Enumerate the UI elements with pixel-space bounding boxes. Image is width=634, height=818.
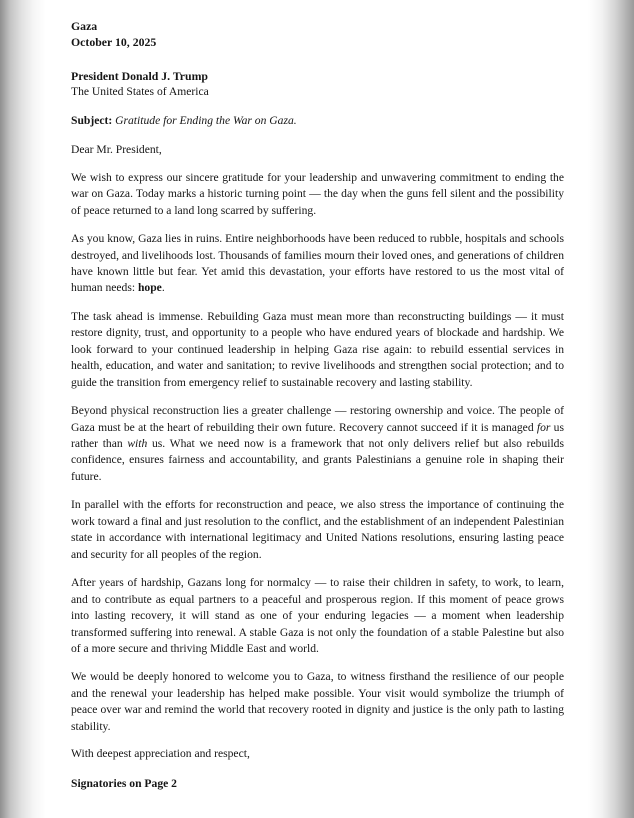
spacer [71,735,564,746]
paragraph-text: We wish to express our sincere gratitude for your leadership and unwavering commitment to ending the war on Gaza. Today marks a historic turning point — the day when the guns fell silent and the possibility of peace returned to a land long scarred by suffering. [71,170,564,217]
letter-paragraph [71,403,564,485]
letter-page [46,0,588,818]
spacer [71,51,564,68]
spacer [71,129,564,142]
spacer [71,100,564,113]
letter-paragraph [71,669,564,735]
paragraph-text: The task ahead is immense. Rebuilding Gaza must mean more than reconstructing buildings — it must restore dignity, trust, and opportunity to a people who have endured years of blockade and hardship. We look forward to your continued leadership in helping Gaza rise again: to rebuild essential services in health, education, and water and sanitation; to revive livelihoods and strengthen social protection; and to guide the transition from emergency relief to sustainable recovery and lasting stability. [71,309,564,389]
paragraph-text: As you know, Gaza lies in ruins. Entire neighborhoods have been reduced to rubble, hospitals and schools destroyed, and livelihoods lost. Thousands of families mourn their loved ones, and generations of children have known little but fear. Yet amid this devastation, your efforts have restored to us the most vital of human needs: [71,232,564,295]
letter-paragraph [71,170,564,219]
spacer [71,763,564,776]
letter-body [71,18,564,792]
subject-text: Gratitude for Ending the War on Gaza. [115,113,297,127]
signatories-note: Signatories on Page 2 [71,776,177,790]
letter-origin: Gaza [71,19,98,33]
emphasis-italic: for [536,420,551,434]
subject-label: Subject: [71,113,113,127]
emphasis-italic: with [127,437,148,451]
letter-paragraph [71,231,564,297]
letter-paragraph [71,497,564,563]
paragraph-text: In parallel with the efforts for reconstruction and peace, we also stress the importance of continuing the work toward a final and just resolution to the conflict, and the establishment of an independent Palestinian state in accordance with international legitimacy and United Nations resolutions, ensuring lasting peace and security for all peoples of the region. [71,498,564,561]
emphasis-bold: hope [137,281,162,295]
recipient-name: President Donald J. Trump [71,68,208,83]
letter-paragraph [71,309,564,391]
letter-date: October 10, 2025 [71,35,157,50]
paragraph-text: We would be deeply honored to welcome you to Gaza, to witness firsthand the resilience of our people and the renewal your leadership has helped make possible. Your visit would symbolize the triumph of peace over war and remind the world that recovery rooted in dignity and justice is the only path to lasting stability. [71,670,564,733]
letter-paragraph [71,575,564,657]
letter-paragraphs [71,170,564,736]
paragraph-text: After years of hardship, Gazans long for normalcy — to raise their children in safety, to work, to learn, and to contribute as equal partners to a peaceful and prosperous region. If this moment of peace grows into lasting recovery, it will stand as one of your enduring legacies — a moment when leadership transformed suffering into renewal. A stable Gaza is not only the foundation of a stable Palestine but also of a more secure and thriving Middle East and world. [71,576,564,656]
salutation: Dear Mr. President, [71,143,162,157]
spacer [71,159,564,170]
paragraph-text: us rather than [71,420,564,451]
subject-line [71,113,564,129]
recipient-organization: The United States of America [71,84,209,98]
paragraph-text: us. What we need now is a framework that not only delivers relief but also rebuilds confidence, ensures fairness and accountability, and grants Palestinians a genuine role in shaping their future. [71,437,564,483]
paragraph-text: Beyond physical reconstruction lies a greater challenge — restoring ownership and voice. The people of Gaza must be at the heart of rebuilding their own future. Recovery cannot succeed if it is managed [71,404,564,434]
closing-line: With deepest appreciation and respect, [71,747,250,761]
paragraph-text: . [161,281,165,295]
